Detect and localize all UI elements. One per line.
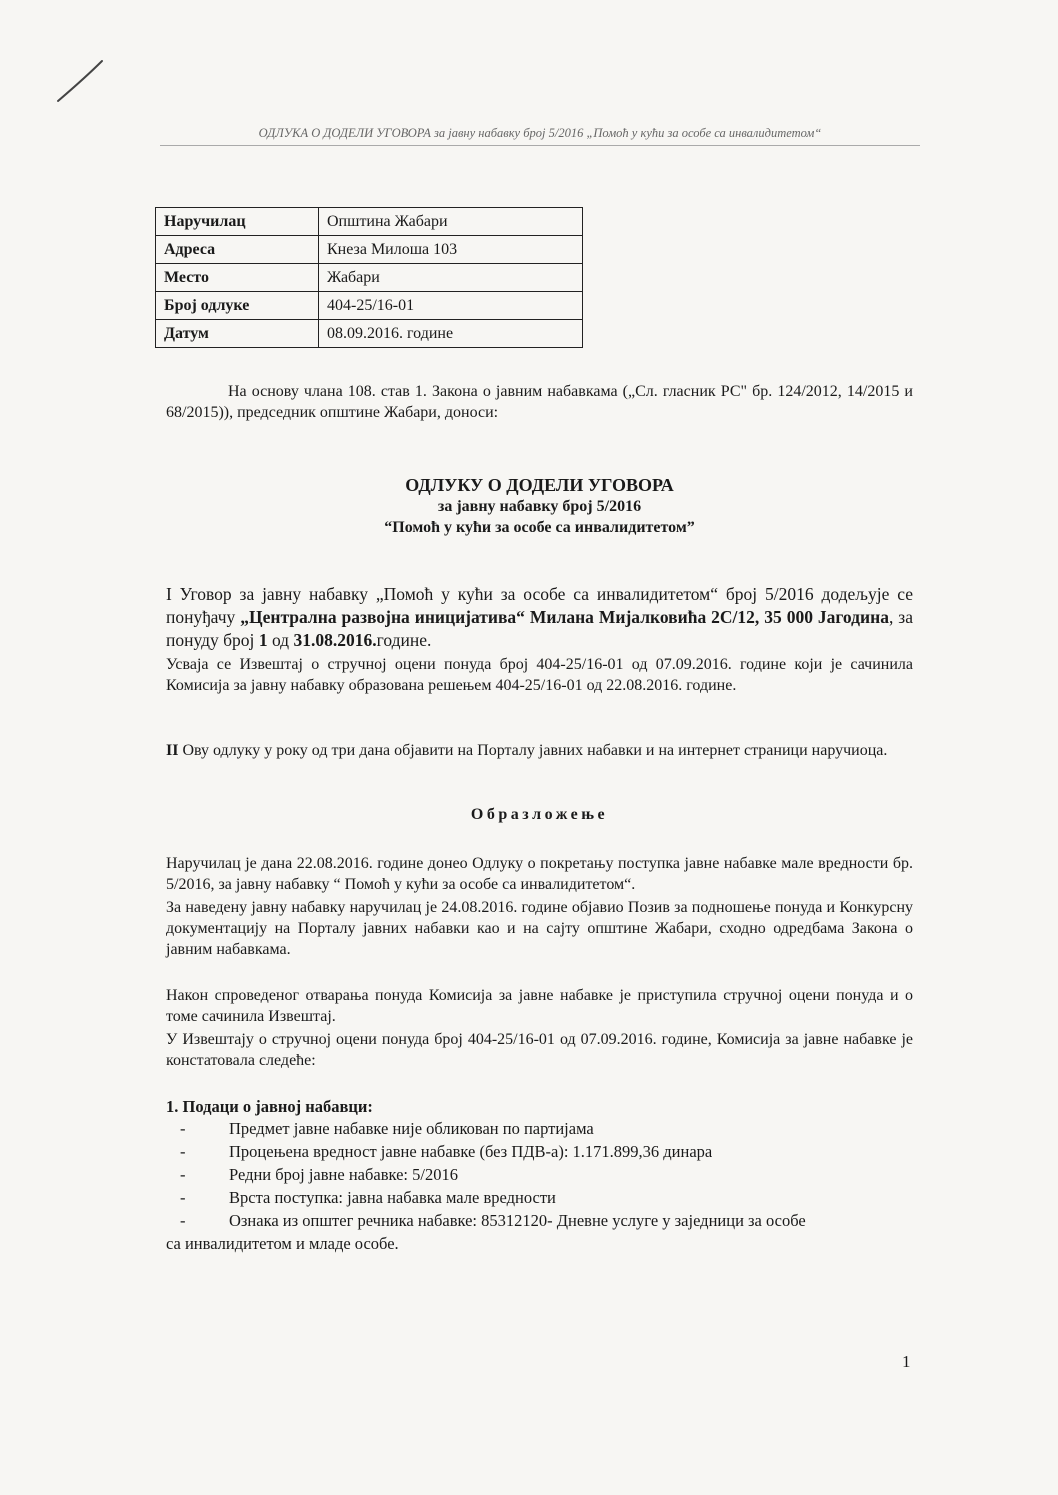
procurement-data-list [166,1117,906,1255]
section-2-paragraph [166,740,913,761]
section-1-text-d: године. [376,630,432,650]
list-item: - Врста поступка: јавна набавка мале вредности [166,1186,906,1209]
title-line-1: ОДЛУКУ О ДОДЕЛИ УГОВОРА [405,475,674,495]
table-row [156,208,583,236]
list-item-continuation: са инвалидитетом и младе особе. [166,1234,399,1253]
section-2-text: Ову одлуку у року од три дана објавити на Порталу јавних набавки и на интернет страници наручиоца. [178,742,888,759]
running-header: ОДЛУКА О ДОДЕЛИ УГОВОРА за јавну набавку број 5/2016 „Помоћ у кући за особе са инвалидитетом“ [258,126,822,140]
procurement-data-heading: 1. Подаци о јавној набавци: [166,1097,373,1116]
table-row [156,264,583,292]
list-item-text: Ознака из општег речника набавке: 85312120- Дневне услуге у заједници за особе [229,1211,806,1230]
table-row [156,292,583,320]
table-row [156,320,583,348]
info-value: 404-25/16-01 [319,292,583,320]
header-rule [160,145,920,146]
info-value: Жабари [319,264,583,292]
section-2-roman: II [166,742,179,759]
report-paragraph: Усваја се Извештај о стручној оцени понуда број 404-25/16-01 од 07.09.2016. године који је сачинила Комисија за јавну набавку образована решењем 404-25/16-01 од 22.08.2016. године. [166,656,913,694]
info-label: Број одлуке [156,292,319,320]
offer-date: 31.08.2016. [293,630,377,650]
intro-paragraph: На основу члана 108. став 1. Закона о јавним набавкама („Сл. гласник РС" бр. 124/2012, 14/2015 и 68/2015)), председник општине Жабари, доноси: [166,383,913,421]
list-item: - Редни број јавне набавке: 5/2016 [166,1163,906,1186]
info-value: Општина Жабари [319,208,583,236]
list-item: - Процењена вредност јавне набавке (без ПДВ-а): 1.171.899,36 динара [166,1140,906,1163]
reasoning-paragraph-2: За наведену јавну набавку наручилац је 24.08.2016. године објавио Позив за подношење понуда и Конкурсну документацију на Порталу јавних набавки као и на сајту општине Жабари, сходно одредбама Закона о јавним набавкама. [166,899,913,958]
list-item [166,1209,906,1255]
info-value: Кнеза Милоша 103 [319,236,583,264]
section-1-paragraph [166,583,913,652]
info-label: Наручилац [156,208,319,236]
title-line-2: за јавну набавку број 5/2016 [437,498,642,515]
table-row [156,236,583,264]
pen-stroke-mark [50,55,110,105]
page-number: 1 [902,1352,911,1371]
info-value: 08.09.2016. године [319,320,583,348]
list-item: - Предмет јавне набавке није обликован по партијама [166,1117,906,1140]
info-label: Место [156,264,319,292]
info-table [155,207,583,348]
info-label: Адреса [156,236,319,264]
info-label: Датум [156,320,319,348]
section-1-text-b: , за понуду број [166,607,913,650]
reasoning-paragraph-1: Наручилац је дана 22.08.2016. године донео Одлуку о покретању поступка јавне набавке мале вредности бр. 5/2016, за јавну набавку “ Помоћ у кући за особе са инвалидитетом“. [166,855,913,893]
reasoning-heading: Образложење [470,806,609,823]
reasoning-paragraph-3: Након спроведеног отварања понуда Комисија за јавне набавке је приступила стручној оцени понуда и о томе сачинила Извештај. [166,987,913,1025]
reasoning-paragraph-4: У Извештају о стручној оцени понуда број 404-25/16-01 од 07.09.2016. године, Комисија за јавне набавке је констатовала следеће: [166,1031,913,1069]
section-1-text-a: I Уговор за јавну набавку „Помоћ у кући за особе са инвалидитетом“ број 5/2016 додељује се понуђачу [166,584,913,627]
bidder-name: „Централна развојна иницијатива“ Милана Мијалковића 2С/12, 35 000 Јагодина [240,607,889,627]
offer-number: 1 [258,630,268,650]
section-1-text-c: од [267,630,294,650]
title-line-3: “Помоћ у кући за особе са инвалидитетом” [384,519,695,536]
decision-title [166,475,913,538]
